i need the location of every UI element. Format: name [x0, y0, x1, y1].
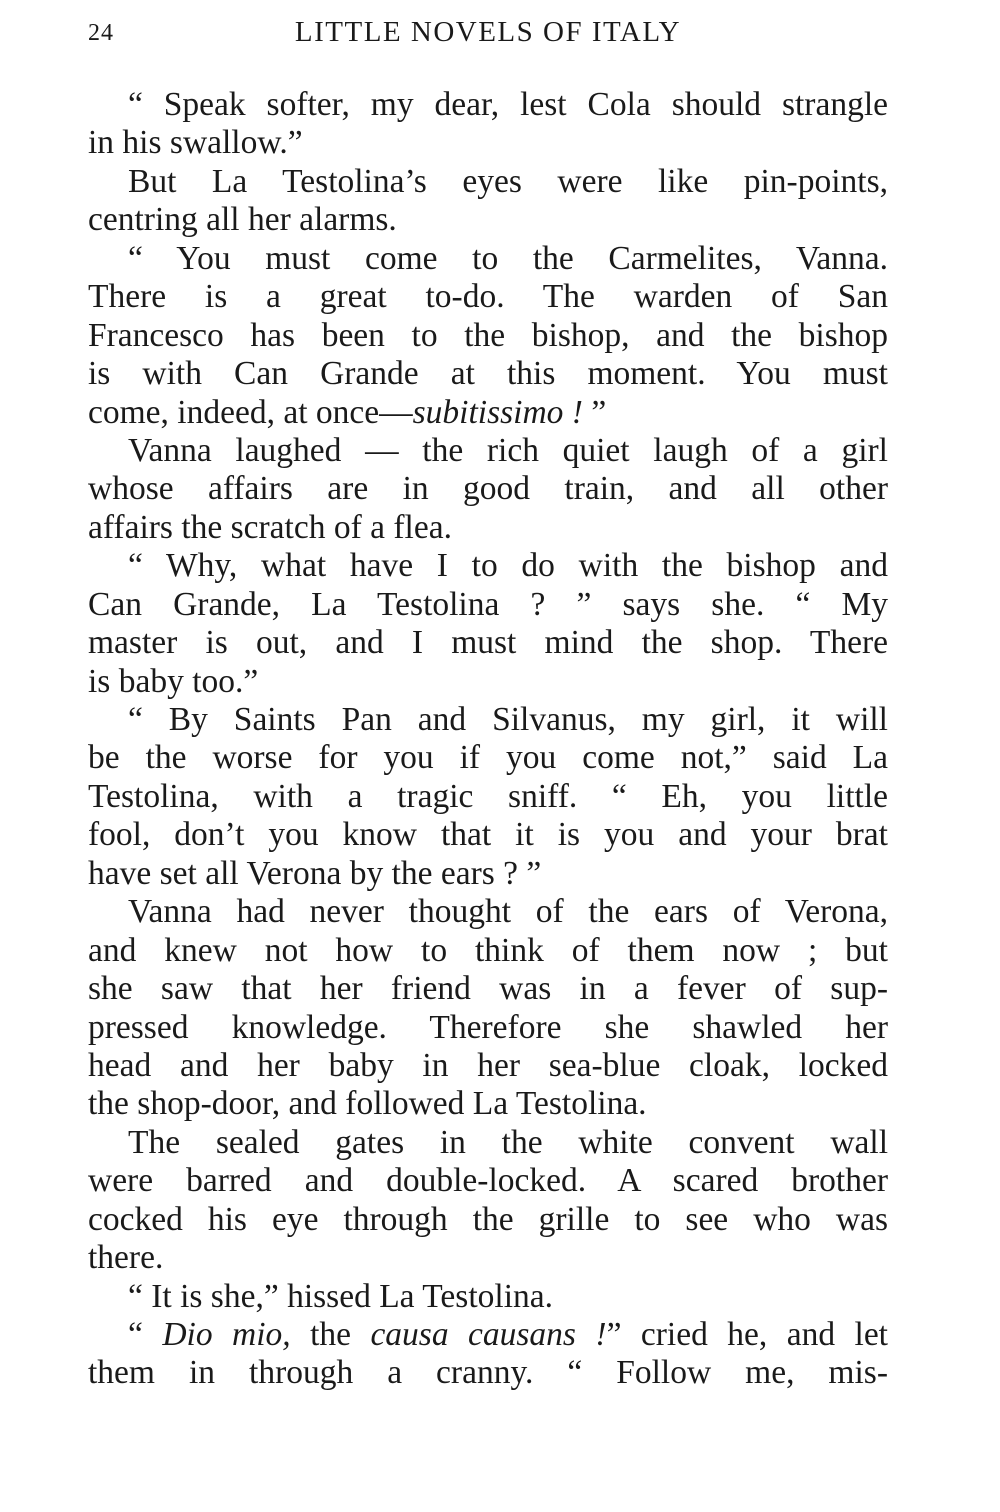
text-line: [88, 1201, 888, 1239]
text-run: have set all Verona by the ears ? ”: [88, 854, 542, 892]
paragraph: [88, 240, 888, 432]
text-run: is with Can Grande at this moment. You must: [88, 355, 888, 393]
text-line: [88, 240, 888, 278]
text-run: Vanna had never thought of the ears of Verona,: [128, 893, 888, 931]
text-line: [88, 278, 888, 316]
text-run: head and her baby in her sea-blue cloak, locked: [88, 1046, 888, 1084]
text-run: be the worse for you if you come not,” said La: [88, 739, 888, 777]
text-line: [88, 509, 888, 547]
running-title: LITTLE NOVELS OF ITALY: [294, 16, 682, 48]
text-line: [88, 124, 888, 162]
text-line: [88, 1354, 888, 1392]
text-line: [88, 701, 888, 739]
text-line: [88, 970, 888, 1008]
text-run: pressed knowledge. Therefore she shawled her: [88, 1008, 888, 1046]
text-run: she saw that her friend was in a fever of sup-: [88, 970, 888, 1008]
text-run: Testolina, with a tragic sniff. “ Eh, you little: [88, 777, 888, 815]
text-line: [88, 394, 888, 432]
text-line: [88, 624, 888, 662]
text-line: [88, 317, 888, 355]
text-run: is baby too.”: [88, 662, 259, 700]
text-run: “ Why, what have I to do with the bishop and: [128, 547, 888, 585]
text-line: [88, 470, 888, 508]
text-run: fool, don’t you know that it is you and your brat: [88, 816, 888, 854]
text-line: [88, 586, 888, 624]
italic-text: causa causans !: [370, 1316, 607, 1353]
paragraph: [88, 86, 888, 163]
paragraph: [88, 432, 888, 547]
text-run: “ You must come to the Carmelites, Vanna.: [128, 239, 888, 277]
text-run: come, indeed, at once—: [88, 393, 413, 431]
text-run: There is a great to-do. The warden of San: [88, 278, 888, 316]
text-line: [88, 201, 888, 239]
text-run: “ Speak softer, my dear, lest Cola should strangle: [128, 86, 888, 123]
text-line: [88, 739, 888, 777]
text-run: But La Testolina’s eyes were like pin-points,: [128, 162, 888, 200]
text-line: [88, 1239, 888, 1277]
text-line: [88, 86, 888, 124]
page-number: 24: [88, 20, 114, 46]
italic-text: subitissimo !: [412, 393, 583, 431]
text-run: Can Grande, La Testolina ? ” says she. “ My: [88, 585, 888, 623]
text-line: [88, 547, 888, 585]
text-run: whose affairs are in good train, and all other: [88, 470, 888, 508]
paragraph: [88, 1316, 888, 1393]
text-line: [88, 855, 888, 893]
text-run: the: [290, 1316, 371, 1353]
text-line: [88, 1278, 888, 1316]
text-run: there.: [88, 1239, 164, 1277]
text-run: “ By Saints Pan and Silvanus, my girl, it will: [128, 701, 888, 738]
paragraph: [88, 163, 888, 240]
text-line: [88, 1009, 888, 1047]
text-run: were barred and double-locked. A scared brother: [88, 1162, 888, 1200]
text-run: “ It is she,” hissed La Testolina.: [128, 1277, 553, 1315]
paragraph: [88, 701, 888, 893]
text-run: cocked his eye through the grille to see who was: [88, 1200, 888, 1238]
text-line: [88, 1085, 888, 1123]
paragraph: [88, 547, 888, 701]
text-line: [88, 355, 888, 393]
text-run: Vanna laughed — the rich quiet laugh of a girl: [128, 431, 888, 469]
paragraph: [88, 893, 888, 1124]
text-run: them in through a cranny. “ Follow me, mis-: [88, 1354, 888, 1392]
body-text: [88, 86, 888, 1393]
text-run: Francesco has been to the bishop, and the bishop: [88, 316, 888, 354]
text-line: [88, 163, 888, 201]
text-run: the shop-door, and followed La Testolina.: [88, 1085, 647, 1123]
text-line: [88, 432, 888, 470]
italic-text: Dio mio,: [162, 1316, 291, 1353]
text-line: [88, 816, 888, 854]
text-run: master is out, and I must mind the shop. There: [88, 624, 888, 662]
text-line: [88, 1047, 888, 1085]
running-head: [88, 14, 888, 54]
text-run: affairs the scratch of a flea.: [88, 508, 452, 546]
text-line: [88, 1162, 888, 1200]
text-line: [88, 778, 888, 816]
text-line: [88, 932, 888, 970]
text-run: “: [128, 1316, 163, 1353]
text-run: in his swallow.”: [88, 124, 303, 162]
text-run: ”: [582, 393, 607, 431]
paragraph: [88, 1124, 888, 1278]
text-run: and knew not how to think of them now ; but: [88, 931, 888, 969]
text-run: ” cried he, and let: [606, 1316, 888, 1353]
paragraph: [88, 1278, 888, 1316]
text-line: [88, 893, 888, 931]
text-run: The sealed gates in the white convent wall: [128, 1123, 888, 1161]
text-line: [88, 663, 888, 701]
text-line: [88, 1316, 888, 1354]
text-run: centring all her alarms.: [88, 201, 397, 239]
text-line: [88, 1124, 888, 1162]
